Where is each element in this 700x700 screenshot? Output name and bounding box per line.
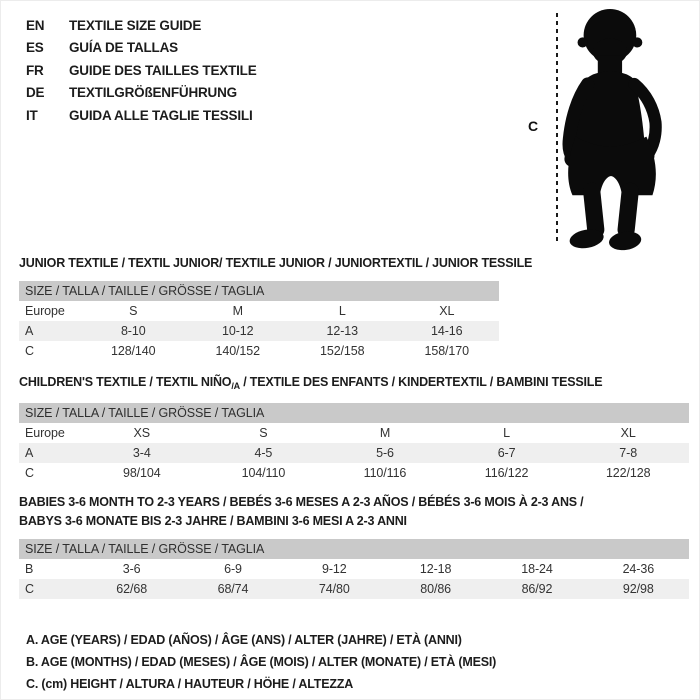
size-cell: L xyxy=(338,304,346,318)
size-cell: XS xyxy=(133,426,151,440)
children-title-part2: / TEXTILE DES ENFANTS / KINDERTEXTIL / BAMBINI TESSILE xyxy=(239,375,603,389)
row-label: C xyxy=(25,466,34,480)
size-cell: 6-9 xyxy=(224,562,242,576)
size-cell: XL xyxy=(620,426,636,440)
child-silhouette-icon xyxy=(559,5,671,253)
children-title-part1: CHILDREN'S TEXTILE / TEXTIL NIÑO xyxy=(19,375,232,389)
size-cell: 6-7 xyxy=(446,443,568,463)
size-cell: M xyxy=(379,426,391,440)
size-header-row xyxy=(19,539,689,559)
table-row xyxy=(19,301,499,321)
table-row xyxy=(19,341,499,361)
size-cell: L xyxy=(503,426,510,440)
lang-label: TEXTILGRÖßENFÜHRUNG xyxy=(69,85,237,101)
legend-line-c: C. (cm) HEIGHT / ALTURA / HAUTEUR / HÖHE / ALTEZZA xyxy=(26,677,354,691)
table-row xyxy=(19,423,689,443)
size-cell: 8-10 xyxy=(81,321,186,341)
table-row xyxy=(19,463,689,483)
size-header-row xyxy=(19,281,499,301)
size-cell: S xyxy=(259,426,268,440)
size-cell: S xyxy=(129,304,138,318)
table-row xyxy=(19,321,499,341)
size-cell: 158/170 xyxy=(424,344,469,358)
junior-size-table xyxy=(19,281,499,361)
size-cell: 14-16 xyxy=(395,321,500,341)
children-title-subscript: /A xyxy=(231,381,240,391)
lang-code: DE xyxy=(26,85,45,101)
measure-label-c: C xyxy=(528,118,539,134)
size-cell: M xyxy=(232,304,243,318)
row-label: C xyxy=(19,579,81,599)
row-label: Europe xyxy=(25,304,65,318)
size-cell: 152/158 xyxy=(320,344,365,358)
lang-label: TEXTILE SIZE GUIDE xyxy=(69,17,202,33)
lang-row-es xyxy=(26,37,257,60)
row-label: A xyxy=(19,443,81,463)
size-cell: 9-12 xyxy=(322,562,347,576)
lang-label: GUIDA ALLE TAGLIE TESSILI xyxy=(69,107,253,123)
babies-size-table xyxy=(19,539,689,599)
lang-row-it xyxy=(26,104,257,127)
row-label: A xyxy=(19,321,81,341)
lang-row-en xyxy=(26,14,257,37)
size-cell: 104/110 xyxy=(241,466,286,480)
row-label: Europe xyxy=(25,426,65,440)
size-cell: 5-6 xyxy=(324,443,446,463)
size-cell: 24-36 xyxy=(622,562,655,576)
language-list xyxy=(26,14,257,127)
size-cell: XL xyxy=(439,304,455,318)
size-cell: 3-4 xyxy=(81,443,203,463)
junior-table-title: JUNIOR TEXTILE / TEXTIL JUNIOR/ TEXTILE JUNIOR / JUNIORTEXTIL / JUNIOR TESSILE xyxy=(19,256,533,270)
lang-code: FR xyxy=(26,62,44,78)
size-header-cell: SIZE / TALLA / TAILLE / GRÖSSE / TAGLIA xyxy=(19,539,689,559)
size-cell: 98/104 xyxy=(122,466,161,480)
lang-label: GUÍA DE TALLAS xyxy=(69,40,178,56)
height-measure-dashed-line xyxy=(556,13,558,242)
size-header-cell: SIZE / TALLA / TAILLE / GRÖSSE / TAGLIA xyxy=(19,403,689,423)
babies-title-line2: BABYS 3-6 MONATE BIS 2-3 JAHRE / BAMBINI 3-6 MESI A 2-3 ANNI xyxy=(19,514,407,528)
size-cell: 116/122 xyxy=(484,466,529,480)
size-cell: 4-5 xyxy=(203,443,325,463)
children-size-table xyxy=(19,403,689,483)
size-cell: 12-18 xyxy=(419,562,452,576)
size-cell: 12-13 xyxy=(290,321,395,341)
lang-code: ES xyxy=(26,40,44,56)
table-row xyxy=(19,443,689,463)
size-cell: 86/92 xyxy=(486,579,587,599)
size-cell: 62/68 xyxy=(81,579,182,599)
size-cell: 92/98 xyxy=(588,579,689,599)
size-cell: 3-6 xyxy=(122,562,141,576)
lang-label: GUIDE DES TAILLES TEXTILE xyxy=(69,62,257,78)
size-cell: 128/140 xyxy=(111,344,156,358)
table-row xyxy=(19,579,689,599)
size-cell: 10-12 xyxy=(186,321,291,341)
size-cell: 110/116 xyxy=(363,466,407,480)
table-row xyxy=(19,559,689,579)
measure-legend xyxy=(26,629,496,695)
children-table-title xyxy=(19,373,602,396)
lang-code: EN xyxy=(26,17,45,33)
lang-code: IT xyxy=(26,107,38,123)
size-cell: 74/80 xyxy=(284,579,385,599)
size-cell: 122/128 xyxy=(605,466,651,480)
lang-row-fr xyxy=(26,59,257,82)
lang-row-de xyxy=(26,82,257,105)
babies-title-line1: BABIES 3-6 MONTH TO 2-3 YEARS / BEBÉS 3-6 MESES A 2-3 AÑOS / BÉBÉS 3-6 MOIS À 2-3 ANS / xyxy=(19,495,584,509)
size-cell: 68/74 xyxy=(182,579,283,599)
size-header-row xyxy=(19,403,689,423)
size-cell: 18-24 xyxy=(521,562,553,576)
size-cell: 7-8 xyxy=(567,443,689,463)
legend-line-b: B. AGE (MONTHS) / EDAD (MESES) / ÂGE (MOIS) / ALTER (MONATE) / ETÀ (MESI) xyxy=(26,655,497,669)
row-label: B xyxy=(25,562,34,576)
row-label: C xyxy=(25,344,34,358)
legend-line-a: A. AGE (YEARS) / EDAD (AÑOS) / ÂGE (ANS) / ALTER (JAHRE) / ETÀ (ANNI) xyxy=(26,633,462,647)
size-cell: 140/152 xyxy=(215,344,260,358)
babies-table-title xyxy=(19,493,583,531)
size-cell: 80/86 xyxy=(385,579,486,599)
size-header-cell: SIZE / TALLA / TAILLE / GRÖSSE / TAGLIA xyxy=(19,281,499,301)
